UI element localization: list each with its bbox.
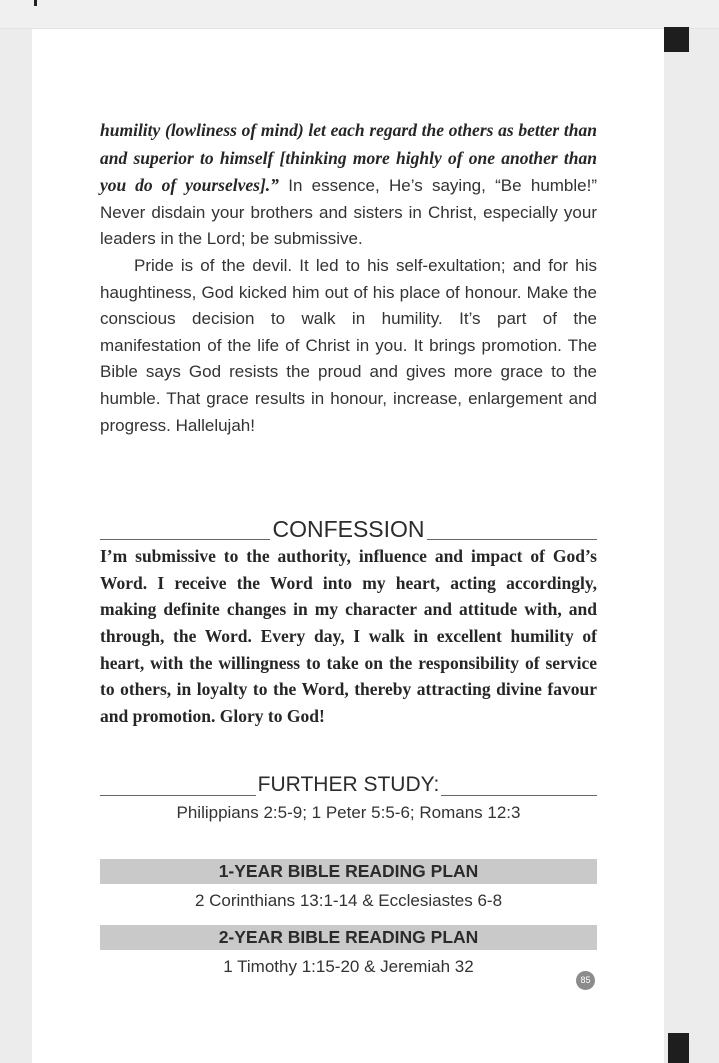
further-study-title: FURTHER STUDY: <box>256 771 442 799</box>
confession-heading <box>100 515 597 543</box>
body-paragraph-1 <box>100 117 597 253</box>
plan-1-year-title: 1-YEAR BIBLE READING PLAN <box>100 859 597 884</box>
page-number-badge: 85 <box>576 971 595 990</box>
scripture-quote: humility (lowliness of mind) let each regard the others as better than and superior to himself [thinking more highly of one another than you do of yourselves].” <box>100 120 597 196</box>
further-study-refs: Philippians 2:5-9; 1 Peter 5:5-6; Romans 12:3 <box>176 803 521 823</box>
confession-title: CONFESSION <box>272 516 425 543</box>
top-strip <box>0 0 719 29</box>
confession-text: I’m submissive to the authority, influence and impact of God’s Word. I receive the Word into my heart, acting accordingly, making definite changes in my character and attitude with, and through, the Word. Every day, I walk in excellent humility of heart, with the willingness to take on the responsibility of service to others, in loyalty to the Word, thereby attracting divine favour and promotion. Glory to God! <box>100 546 597 726</box>
further-study-heading <box>100 771 597 799</box>
page-edge-mark <box>34 0 37 6</box>
paragraph-1-text: In essence, He’s saying, “Be humble!” Never disdain your brothers and sisters in Christ, especially your leaders in the Lord; be submissive. <box>100 176 597 249</box>
plan-1-year-reading: 2 Corinthians 13:1-14 & Ecclesiastes 6-8 <box>194 891 503 911</box>
document-page <box>32 29 664 1063</box>
body-paragraph-2: Pride is of the devil. It led to his self-exultation; and for his haughtiness, God kicked him out of his place of honour. Make the conscious decision to walk in humility. It’s part of the manifestation of the life of Christ in you. It brings promotion. The Bible says God resists the proud and gives more grace to the humble. That grace results in honour, increase, enlargement and progress. Hallelujah! <box>100 255 597 435</box>
page-content <box>100 117 597 983</box>
corner-marker-bottom <box>668 1033 689 1063</box>
plan-2-year-reading: 1 Timothy 1:15-20 & Jeremiah 32 <box>223 957 474 977</box>
corner-marker-top <box>664 27 689 52</box>
plan-2-year-title: 2-YEAR BIBLE READING PLAN <box>100 925 597 950</box>
